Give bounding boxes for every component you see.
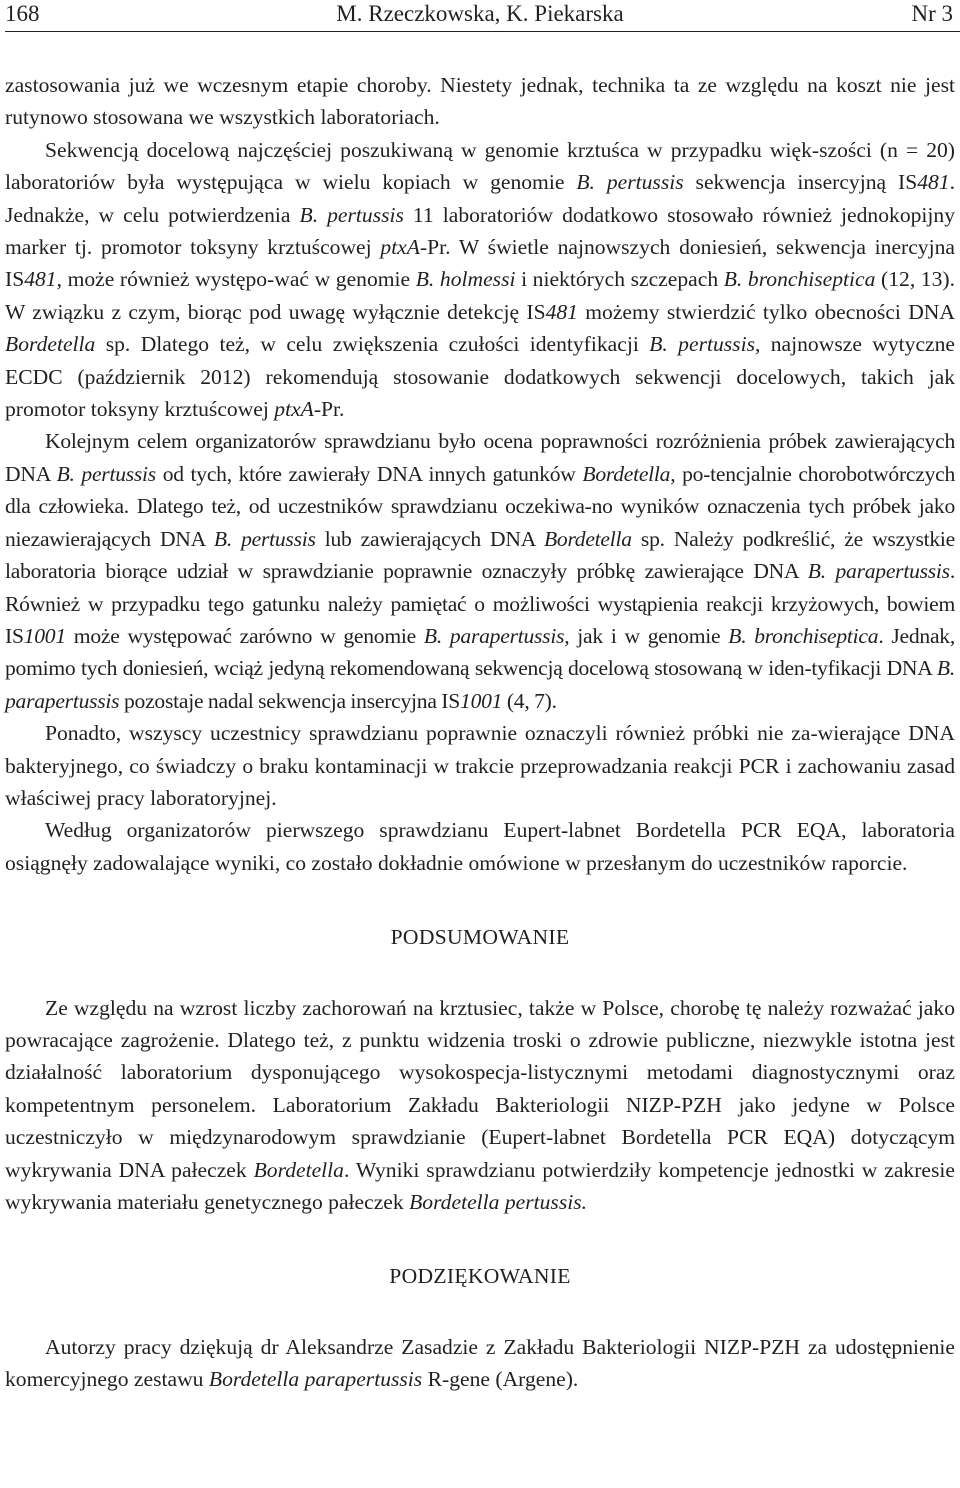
page-number: 168 [5, 1, 40, 26]
page [5, 0, 955, 1396]
paragraph-summary: Ze względu na wzrost liczby zachorowań na krztusiec, także w Polsce, chorobę tę należy rozważać jako powracające zagrożenie. Dlatego też, z punktu widzenia troski o zdrowie publiczne, niezwykle istotna jest działalność laboratorium dysponującego wysokospecja-listycznymi metodami diagnostycznymi oraz kompetentnym personelem. Laboratorium Zakładu Bakteriologii NIZP-PZH jako jedyne w Polsce uczestniczyło w międzynarodowym sprawdzianie (Eupert-labnet Bordetella PCR EQA) dotyczącym wykrywania DNA pałeczek Bordetella. Wyniki sprawdzianu potwierdziły kompetencje jednostki w zakresie wykrywania materiału genetycznego pałeczek Bordetella pertussis. [5, 995, 955, 1214]
paragraph-contamination: Ponadto, wszyscy uczestnicy sprawdzianu poprawnie oznaczyli również próbki nie za-wierające DNA bakteryjnego, co świadczy o braku kontaminacji w trakcie przeprowadzania reakcji PCR i zachowaniu zasad właściwej pracy laboratoryjnej. [5, 721, 955, 810]
section-heading-acknowledgements: PODZIĘKOWANIE [389, 1264, 571, 1289]
paragraph-differentiation: Kolejnym celem organizatorów sprawdzianu było ocena poprawności rozróżnienia próbek zawierających DNA B. pertussis od tych, które zawierały DNA innych gatunków Bordetella, po-tencjalnie chorobotwórczych dla człowieka. Dlatego też, od uczestników sprawdzianu oczekiwa-no wyników oznaczenia tych próbek jako niezawierających DNA B. pertussis lub zawierających DNA Bordetella sp. Należy podkreślić, że wszystkie laboratoria biorące udział w sprawdzianie poprawnie oznaczyły próbkę zawierające DNA B. parapertussis. Również w przypadku tego gatunku należy pamiętać o możliwości wystąpienia reakcji krzyżowych, bowiem IS1001 może występować zarówno w genomie B. parapertussis, jak i w genomie B. bronchiseptica. Jednak, pomimo tych doniesień, wciąż jedyną rekomendowaną sekwencją docelową stosowaną w iden-tyfikacji DNA B. parapertussis pozostaje nadal sekwencja insercyjna IS1001 (4, 7). [5, 429, 956, 713]
article-body [5, 69, 955, 1396]
paragraph-target-sequence: Sekwencją docelową najczęściej poszukiwaną w genomie krztuśca w przypadku więk-szości (n = 20) laboratoriów była występująca w wielu kopiach w genomie B. pertussis sekwencja insercyjną IS481. Jednakże, w celu potwierdzenia B. pertussis 11 laboratoriów dodatkowo stosowało również jednokopijny marker tj. promotor toksyny krztuścowej ptxA-Pr. W świetle najnowszych doniesień, sekwencja inercyjna IS481, może również występo-wać w genomie B. holmessi i niektórych szczepach B. bronchiseptica (12, 13). W związku z czym, biorąc pod uwagę wyłącznie detekcję IS481 możemy stwierdzić tylko obecności DNA Bordetella sp. Dlatego też, w celu zwiększenia czułości identyfikacji B. pertussis, najnowsze wytyczne ECDC (październik 2012) rekomendują stosowanie dodatkowych sekwencji docelowych, takich jak promotor toksyny krztuścowej ptxA-Pr. [5, 137, 956, 422]
header-rule [5, 31, 960, 32]
paragraph-continuation: zastosowania już we wczesnym etapie choroby. Niestety jednak, technika ta ze względu na koszt nie jest rutynowo stosowana we wszystkich laboratoriach. [5, 73, 955, 130]
header-authors: M. Rzeczkowska, K. Piekarska [336, 1, 624, 26]
section-heading-summary: PODSUMOWANIE [390, 925, 570, 950]
header-issue: Nr 3 [911, 1, 953, 26]
paragraph-organizers: Według organizatorów pierwszego sprawdzianu Eupert-labnet Bordetella PCR EQA, laboratoria osiągnęły zadowalające wyniki, co zostało dokładnie omówione w przesłanym do uczestników raporcie. [5, 818, 955, 875]
running-header [5, 0, 955, 28]
paragraph-acknowledgements: Autorzy pracy dziękują dr Aleksandrze Zasadzie z Zakładu Bakteriologii NIZP-PZH za udostępnienie komercyjnego zestawu Bordetella parapertussis R-gene (Argene). [5, 1334, 955, 1392]
